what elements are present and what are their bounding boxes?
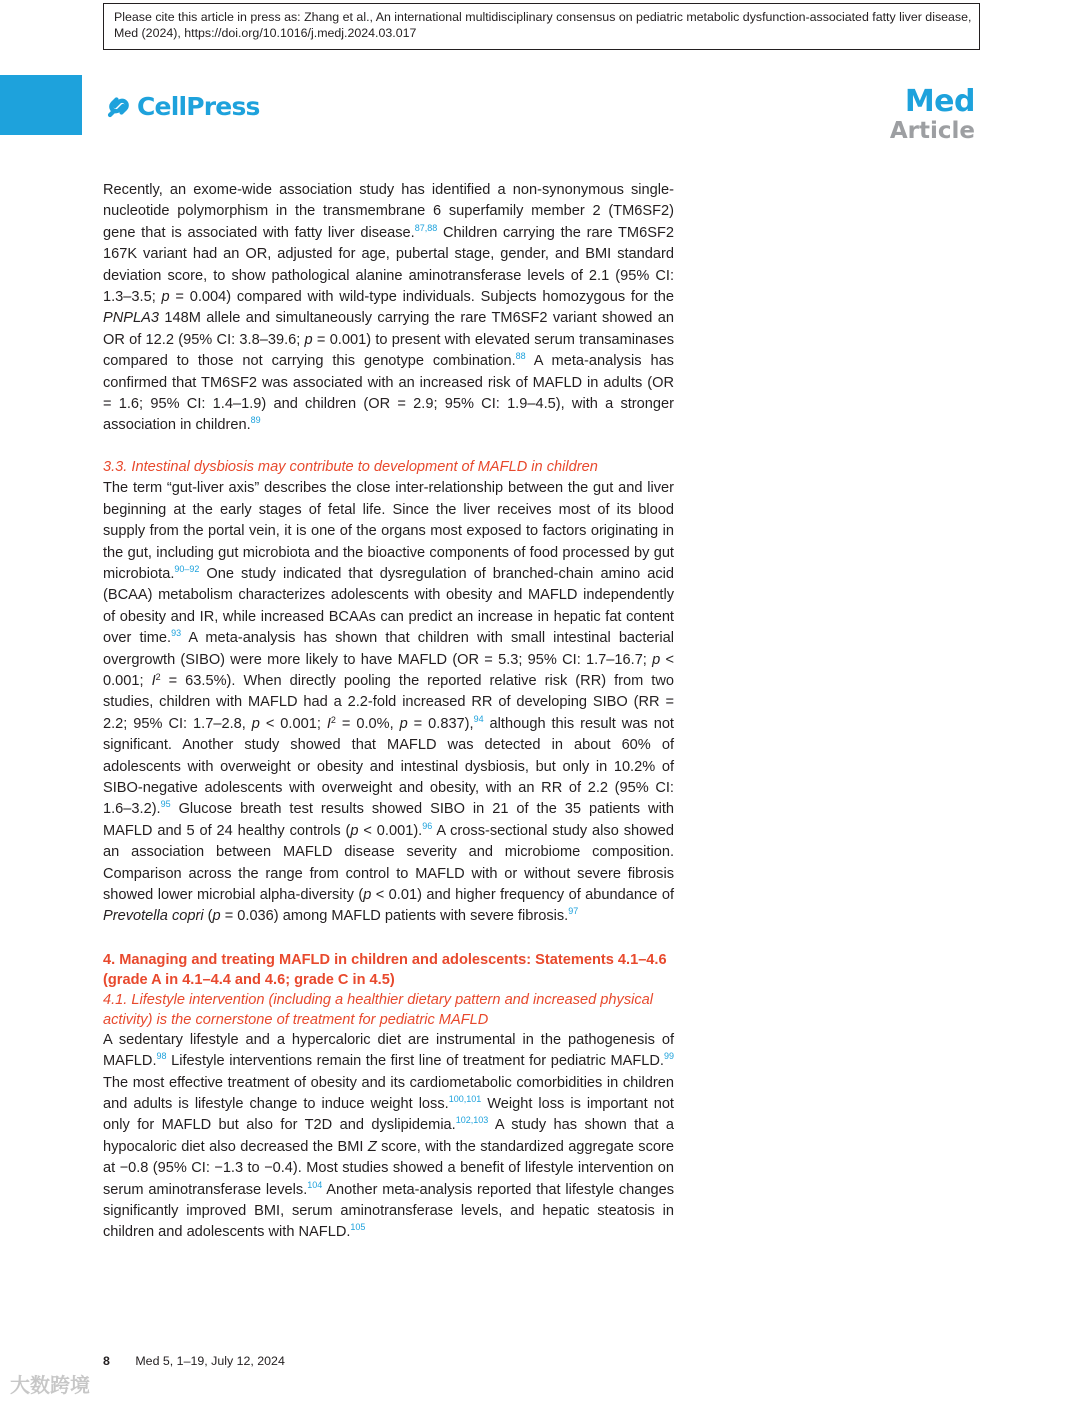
text-run: Recently, an exome-wide association study has identified a non-synonymous single-nucleotide polymorphism in the transmembrane 6 superfamily member 2 (TM6SF2) gene that is associated with fatty liver disease. [103, 182, 674, 241]
species-name: Prevotella copri [103, 908, 204, 925]
text-run: One study indicated that dysregulation of branched-chain amino acid (BCAA) metabolism characterizes adolescents with obesity and MAFLD independently of obesity and IR, while increased BCAAs can predict an increase in hepatic fat content over time. [103, 565, 674, 647]
italic-run: p [363, 887, 372, 903]
text-run: A study has shown that a hypocaloric diet also decreased the BMI [103, 1117, 674, 1155]
reference-link[interactable]: 89 [250, 415, 261, 426]
brand-color-tab [0, 75, 82, 135]
superscript: 2 [330, 714, 336, 725]
text-run: Lifestyle interventions remain the first line of treatment for pediatric MAFLD. [166, 1053, 664, 1070]
italic-run: p [350, 822, 359, 839]
text-run: = 0.0%, [335, 715, 400, 732]
italic-run: Z [367, 1138, 377, 1155]
text-run: A meta-analysis has shown that children with small intestinal bacterial overgrowth (SIBO) were more likely to have MAFLD (OR = 5.3; 95% CI: 1.7–16.7; [103, 630, 674, 668]
text-run: score, with the standardized aggregate score at −0.8 (95% CI: −1.3 to −0.4). Most studies showed a benefit of lifestyle intervention on serum aminotransferase levels. [103, 1138, 674, 1198]
italic-run: I [326, 715, 331, 732]
section-4-heading: 4. Managing and treating MAFLD in children and adolescents: Statements 4.1–4.6 (grade A in 4.1–4.4 and 4.6; grade C in 4.5) [103, 951, 667, 988]
text-run: Weight loss is important not only for MAFLD but also for T2D and dyslipidemia. [103, 1096, 674, 1134]
text-run: 148M allele and simultaneously carrying the rare TM6SF2 variant showed an OR of 12.2 (95% CI: 3.8–39.6; [103, 310, 674, 348]
paragraph-gut-liver-axis [103, 478, 674, 928]
italic-run: p [304, 331, 313, 348]
reference-link[interactable]: 97 [568, 906, 579, 917]
journal-masthead [890, 86, 975, 144]
text-run: < 0.001; [103, 651, 674, 689]
reference-link[interactable]: 102,103 [455, 1115, 489, 1126]
section-4-1-heading: 4.1. Lifestyle intervention (including a healthier dietary pattern and increased physical activity) is the cornerstone of treatment for pediatric MAFLD [103, 991, 654, 1028]
text-run: The most effective treatment of obesity and its cardiometabolic comorbidities in children and adults is lifestyle change to induce weight loss. [103, 1074, 674, 1113]
cellpress-logo[interactable] [104, 89, 260, 123]
watermark-text: 大数跨境 [10, 1373, 90, 1397]
reference-link[interactable]: 104 [307, 1179, 323, 1190]
text-run: The term “gut-liver axis” describes the close inter-relationship between the gut and liver beginning at the early stages of fetal life. Since the liver receives most of its blood supply from the portal vein, it is one of the organs most exposed to factors originating in the gut, including gut microbiota and the bioactive components of food processed by gut microbiota. [103, 480, 674, 582]
italic-run: p [399, 715, 408, 732]
reference-link[interactable]: 90–92 [174, 563, 200, 574]
journal-info: Med 5, 1–19, July 12, 2024 [135, 1354, 285, 1368]
text-run: = 0.837), [407, 715, 474, 732]
citation-text: Please cite this article in press as: Zhang et al., An international multidisciplinary consensus on pediatric metabolic dysfunction-associated fatty liver disease, Med (2024), https://doi.org/10.1016/j.medj.2024.03.017 [114, 10, 972, 40]
citation-box [103, 3, 980, 50]
text-run: Glucose breath test results showed SIBO in 21 of the 35 patients with MAFLD and 5 of 24 healthy controls ( [103, 801, 674, 839]
text-run: A sedentary lifestyle and a hypercaloric diet are instrumental in the pathogenesis of MAFLD. [103, 1031, 674, 1070]
reference-link[interactable]: 93 [171, 628, 182, 639]
italic-run: p [251, 715, 260, 732]
text-run: A cross-sectional study also showed an association between MAFLD disease severity and microbiome composition. Comparison across the range from control to MAFLD with or without severe fibrosis showed lower microbial alpha-diversity ( [103, 822, 674, 903]
page-number: 8 [103, 1354, 110, 1368]
italic-run: p [652, 651, 661, 668]
journal-name: Med [904, 84, 975, 119]
reference-link[interactable]: 99 [663, 1051, 674, 1062]
text-run: although this result was not significant. Another study showed that MAFLD was detected in about 60% of adolescents with overweight or obesity and intestinal dysbiosis, but only in 10.2% of SIBO-negative adolescents with overweight and obesity, with an RR of 2.2 (95% CI: 1.6–3.2). [103, 715, 674, 818]
cellpress-logo-icon [104, 91, 134, 121]
gene-name: PNPLA3 [103, 310, 159, 327]
reference-link[interactable]: 94 [473, 713, 484, 724]
text-run: ( [203, 908, 213, 925]
reference-link[interactable]: 95 [160, 799, 171, 810]
superscript: 2 [155, 671, 161, 682]
reference-link[interactable]: 100,101 [448, 1094, 482, 1105]
text-run: = 0.036) among MAFLD patients with severe fibrosis. [220, 908, 569, 925]
reference-link[interactable]: 96 [422, 820, 433, 831]
text-run: A meta-analysis has confirmed that TM6SF2 was associated with an increased risk of MAFLD in adults (OR = 1.6; 95% CI: 1.4–1.9) and children (OR = 2.9; 95% CI: 1.9–4.5), with a stronger association in children. [103, 353, 674, 434]
paragraph-lifestyle [103, 1030, 674, 1244]
text-run: = 63.5%). When directly pooling the reported relative risk (RR) from two studies, children with MAFLD had a 2.2-fold increased RR of developing SIBO (RR = 2.2; 95% CI: 1.7–2.8, [103, 672, 674, 732]
text-run: Children carrying the rare TM6SF2 167K variant had an OR, adjusted for age, pubertal stage, gender, and BMI standard deviation score, to show pathological alanine aminotransferase levels of 2.1 (95% CI: 1.3–3.5; [103, 224, 674, 306]
italic-run: I [151, 672, 156, 689]
text-run: Another meta-analysis reported that lifestyle changes significantly improved BMI, serum aminotransferase levels, and hepatic steatosis in children and adolescents with NAFLD. [103, 1181, 675, 1241]
reference-link[interactable]: 87,88 [414, 222, 438, 233]
section-3-3-heading: 3.3. Intestinal dysbiosis may contribute to development of MAFLD in children [103, 458, 598, 475]
cellpress-logo-text: CellPress [137, 91, 260, 121]
italic-run: p [161, 289, 170, 306]
italic-run: p [212, 908, 221, 925]
article-type: Article [889, 118, 975, 144]
page-footer [103, 1353, 285, 1369]
reference-link[interactable]: 105 [350, 1222, 366, 1233]
text-run: = 0.004) compared with wild-type individuals. Subjects homozygous for the [169, 289, 674, 306]
paragraph-tm6sf2 [103, 180, 674, 437]
reference-link[interactable]: 98 [156, 1051, 167, 1062]
reference-link[interactable]: 88 [515, 351, 526, 362]
text-run: < 0.001; [259, 715, 327, 732]
text-run: = 0.001) to present with elevated serum transaminases compared to those not carrying this genotype combination. [103, 331, 674, 370]
text-run: < 0.01) and higher frequency of abundance of [371, 887, 674, 903]
text-run: < 0.001). [358, 822, 423, 839]
article-body [103, 180, 674, 1244]
